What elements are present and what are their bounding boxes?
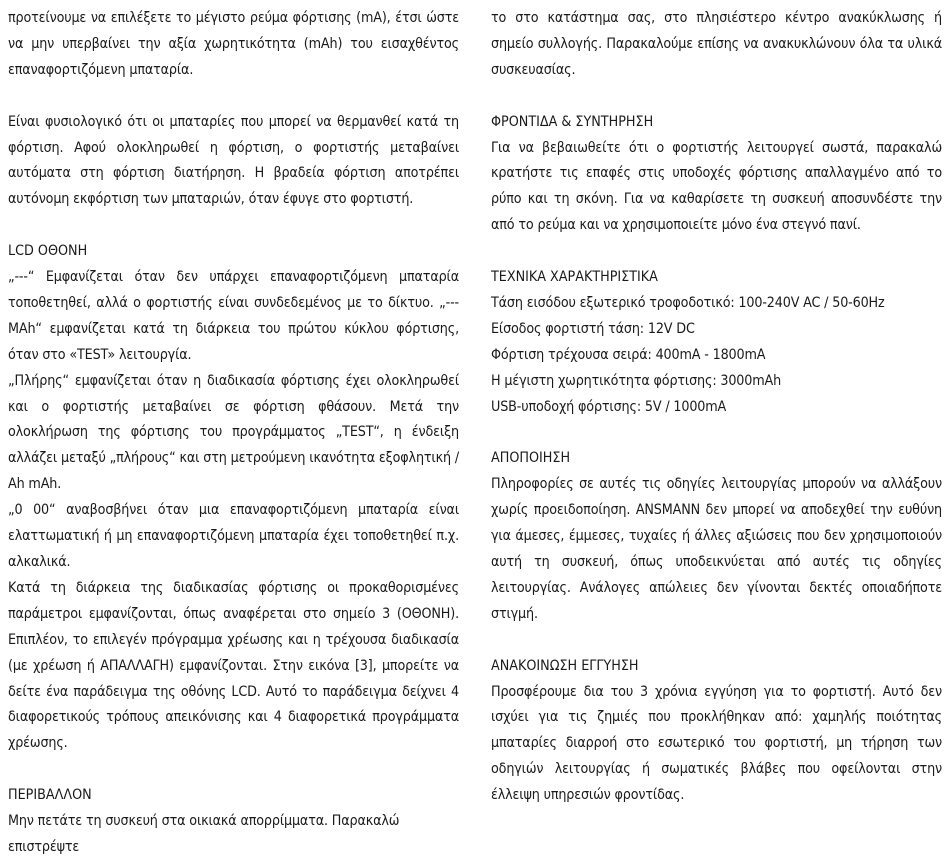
lcd-paragraph-2: „Πλήρης“ εμφανίζεται όταν η διαδικασία φόρτισης έχει ολοκληρωθεί και ο φορτιστής μεταβαίνει σε φόρτιση φθάσουν. Μετά την ολοκλήρωση της φόρτισης του προγράμματος „TEST“, η ένδειξη αλλάζει μεταξύ „πλήρους“ και στη μετρούμενη ικανότητα εξοφλητική / Ah mAh. xyxy=(8,372,459,493)
tech-line: Τάση εισόδου εξωτερικό τροφοδοτικό: 100-240V AC / 50-60Hz xyxy=(491,294,885,311)
lcd-paragraph-4: Κατά τη διάρκεια της διαδικασίας φόρτισης οι προκαθορισμένες παράμετροι εμφανίζονται, όπως αναφέρεται στο σημείο 3 (ΟΘΟΝΗ). Επιπλέον, το επιλεγέν πρόγραμμα χρέωσης και η τρέχουσα διαδικασία (με χρέωση ή ΑΠΑΛΛΑΓΗ) εμφανίζονται. Στην εικόνα [3], μπορείτε να δείτε ένα παράδειγμα της οθόνης LCD. Αυτό το παράδειγμα δείχνει 4 διαφορετικούς τρόπους απεικόνισης και 4 διαφορετικά προγράμματα χρέωσης. xyxy=(8,579,459,752)
heat-paragraph: Είναι φυσιολογικό ότι οι μπαταρίες που μπορεί να θερμανθεί κατά τη φόρτιση. Αφού ολοκληρωθεί η φόρτιση, ο φορτιστής μεταβαίνει αυτόματα στη φόρτιση διατήρηση. Η βραδεία φόρτιση αποτρέπει αυτόνομη εκφόρτιση των μπαταριών, όταν έφυγε στο φορτιστή. xyxy=(8,113,459,208)
tech-line: Η μέγιστη χωρητικότητα φόρτισης: 3000mAh xyxy=(491,372,782,389)
technical-heading: ΤΕΧΝΙΚΑ ΧΑΡΑΚΤΗΡΙΣΤΙΚΑ xyxy=(491,269,658,286)
care-heading: ΦΡΟΝΤΙΔΑ & ΣΥΝΤΗΡΗΣΗ xyxy=(491,113,654,130)
warranty-heading: ΑΝΑΚΟΙΝΩΣΗ ΕΓΓΥΗΣΗ xyxy=(491,657,639,674)
lcd-paragraph-1: „---“ Εμφανίζεται όταν δεν υπάρχει επαναφορτιζόμενη μπαταρία τοποθετηθεί, αλλά ο φορτιστής είναι συνδεδεμένος με το δίκτυο. „--- MAh“ εμφανίζεται κατά τη διάρκεια του πρώτου κύκλου φόρτισης, όταν στο «TEST» λειτουργία. xyxy=(8,269,459,363)
disposal-heading: ΑΠΟΠΟΙΗΣΗ xyxy=(491,450,571,467)
environment-continuation-paragraph: το στο κατάστημα σας, στο πλησιέστερο κέντρο ανακύκλωσης ή σημείο συλλογής. Παρακαλούμε επίσης να ανακυκλώνουν όλα τα υλικά συσκευασίας. xyxy=(491,10,942,78)
right-column xyxy=(491,6,942,809)
tech-line: Είσοδος φορτιστή τάση: 12V DC xyxy=(491,320,695,337)
tech-line: Φόρτιση τρέχουσα σειρά: 400mA - 1800mA xyxy=(491,346,766,363)
intro-continuation-paragraph: προτείνουμε να επιλέξετε το μέγιστο ρεύμα φόρτισης (mA), έτσι ώστε να μην υπερβαίνει την αξία χωρητικότητα (mAh) του εισαχθέντος επαναφορτιζόμενη μπαταρία. xyxy=(8,10,459,78)
warranty-paragraph: Προσφέρουμε δια του 3 χρόνια εγγύηση για το φορτιστή. Αυτό δεν ισχύει για τις ζημιές που προκλήθηκαν από: χαμηλής ποιότητας μπαταρίες διαρροή στο εσωτερικό του φορτιστή, μη τήρηση των οδηγιών λειτουργίας ή σωματικές βλάβες που οφείλονται στην έλλειψη υπηρεσιών φροντίδας. xyxy=(491,683,942,804)
environment-paragraph: Μην πετάτε τη συσκευή στα οικιακά απορρίμματα. Παρακαλώ επιστρέψτε xyxy=(8,813,400,855)
disposal-paragraph: Πληροφορίες σε αυτές τις οδηγίες λειτουργίας μπορούν να αλλάξουν χωρίς προειδοποίηση. ANSMANN δεν μπορεί να αποδεχθεί την ευθύνη για άμεσες, έμμεσες, τυχαίες ή άλλες αξιώσεις που δεν χρησιμοποιούν αυτή τη συσκευή, όπως υποδεικνύεται από αυτές τις οδηγίες λειτουργίας. Ανάλογες απώλειες δεν γίνονται δεκτές οποιαδήποτε στιγμή. xyxy=(491,476,942,622)
lcd-heading: LCD ΟΘΟΝΗ xyxy=(8,243,88,260)
environment-heading: ΠΕΡΙΒΑΛΛΟΝ xyxy=(8,787,92,804)
care-paragraph: Για να βεβαιωθείτε ότι ο φορτιστής λειτουργεί σωστά, παρακαλώ κρατήστε τις επαφές στις υποδοχές φόρτισης απαλλαγμένο από το ρύπο και τη σκόνη. Για να καθαρίσετε τη συσκευή αποσυνδέστε την από το ρεύμα και να χρησιμοποιείτε μόνο ένα στεγνό πανί. xyxy=(491,139,942,234)
tech-line: USB-υποδοχή φόρτισης: 5V / 1000mA xyxy=(491,398,727,415)
left-column xyxy=(8,6,459,861)
lcd-paragraph-3: „0 00“ αναβοσβήνει όταν μια επαναφορτιζόμενη μπαταρία είναι ελαττωματική ή μη επαναφορτιζόμενη μπαταρία έχει τοποθετηθεί π.χ. αλκαλικά. xyxy=(8,502,459,570)
